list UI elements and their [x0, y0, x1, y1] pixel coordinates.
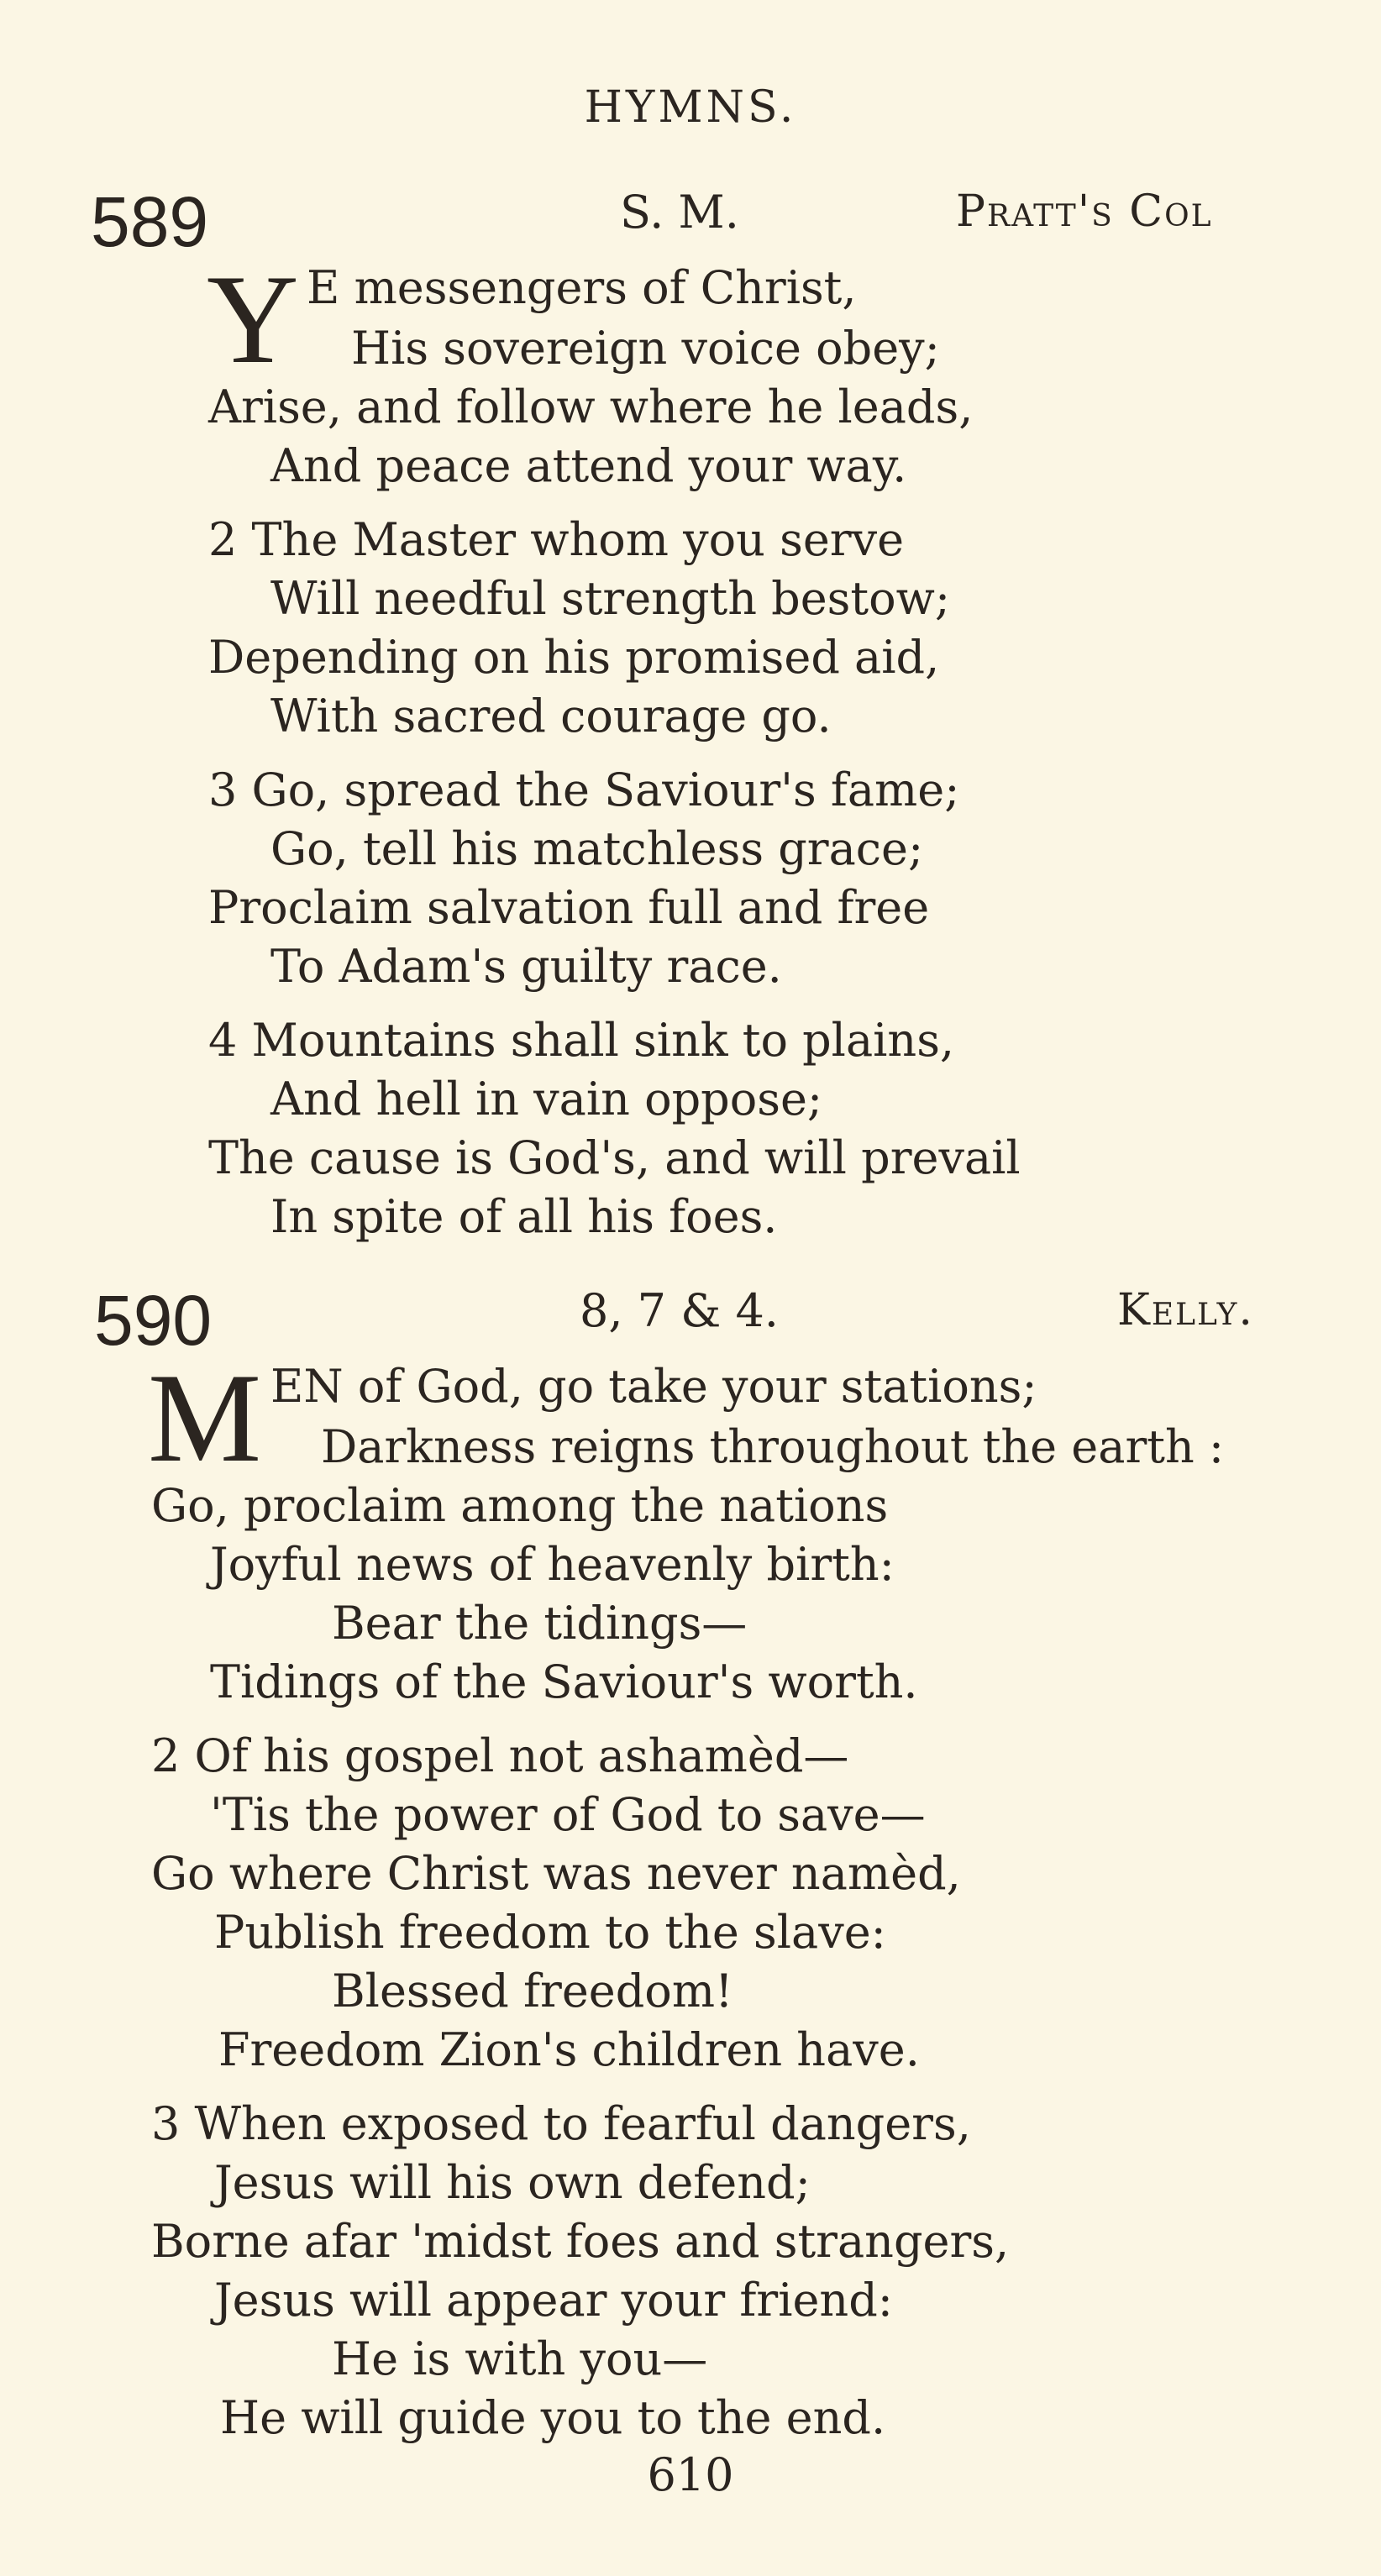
hymn-590-line-16: Jesus will appear your friend: — [214, 2274, 893, 2327]
hymn-590-line-2: Darkness reigns throughout the earth : — [321, 1420, 1225, 1473]
hymn-590-line-17: He is with you— — [332, 2332, 708, 2385]
hymn-590-meter: 8, 7 & 4. — [580, 1284, 779, 1337]
hymn-589-line-7: Depending on his promised aid, — [208, 631, 940, 684]
hymn-590-line-14: Jesus will his own defend; — [214, 2156, 811, 2209]
hymn-590-line-18: He will guide you to the end. — [220, 2391, 886, 2444]
hymn-589-line-2: His sovereign voice obey; — [351, 322, 940, 375]
hymn-590-line-13: 3 When exposed to fearful dangers, — [151, 2097, 971, 2150]
hymn-589-line-6: Will needful strength bestow; — [270, 572, 951, 625]
hymn-590-tune: Kelly. — [1117, 1285, 1254, 1335]
hymn-590-line-9: Go where Christ was never namèd, — [151, 1847, 961, 1900]
hymn-590-line-11: Blessed freedom! — [332, 1965, 733, 2017]
hymn-589-line-16: In spite of all his foes. — [270, 1190, 778, 1243]
hymn-589-line-8: With sacred courage go. — [270, 690, 832, 742]
hymn-589-line-13: 4 Mountains shall sink to plains, — [208, 1014, 955, 1067]
hymn-590-drop-cap: M — [148, 1347, 262, 1488]
running-header: HYMNS. — [584, 82, 797, 133]
hymn-590-line-4: Joyful news of heavenly birth: — [210, 1538, 895, 1591]
hymn-589-tune: Pratt's Col — [956, 186, 1213, 237]
hymn-590-line-8: 'Tis the power of God to save— — [210, 1788, 926, 1841]
hymn-589-line-5: 2 The Master whom you serve — [208, 513, 905, 566]
hymn-590-line-3: Go, proclaim among the nations — [151, 1479, 889, 1532]
hymn-589-line-10: Go, tell his matchless grace; — [270, 822, 924, 875]
hymn-589-number: 589 — [91, 182, 209, 261]
hymn-589-line-11: Proclaim salvation full and free — [208, 881, 930, 934]
hymn-590-line-7: 2 Of his gospel not ashamèd— — [151, 1729, 849, 1782]
hymn-590-line-1: EN of God, go take your stations; — [270, 1360, 1037, 1413]
hymn-589-drop-cap: Y — [207, 249, 299, 390]
hymn-590-line-5: Bear the tidings— — [332, 1597, 748, 1650]
hymn-590-line-10: Publish freedom to the slave: — [214, 1906, 886, 1959]
hymn-590-line-15: Borne afar 'midst foes and strangers, — [151, 2215, 1010, 2268]
hymn-589-meter: S. M. — [620, 186, 739, 239]
hymn-590-line-12: Freedom Zion's children have. — [218, 2023, 920, 2076]
hymn-589-line-1: E messengers of Christ, — [307, 261, 857, 314]
hymn-590-line-6: Tidings of the Saviour's worth. — [210, 1655, 918, 1708]
page-number: 610 — [647, 2448, 734, 2501]
hymn-589-line-12: To Adam's guilty race. — [270, 940, 782, 993]
hymn-589-line-4: And peace attend your way. — [270, 439, 907, 492]
hymn-589-line-14: And hell in vain oppose; — [270, 1073, 823, 1125]
hymn-589-line-3: Arise, and follow where he leads, — [208, 380, 974, 433]
hymn-589-line-15: The cause is God's, and will prevail — [208, 1131, 1021, 1184]
hymn-589-line-9: 3 Go, spread the Saviour's fame; — [208, 763, 960, 816]
hymn-590-number: 590 — [94, 1281, 213, 1360]
